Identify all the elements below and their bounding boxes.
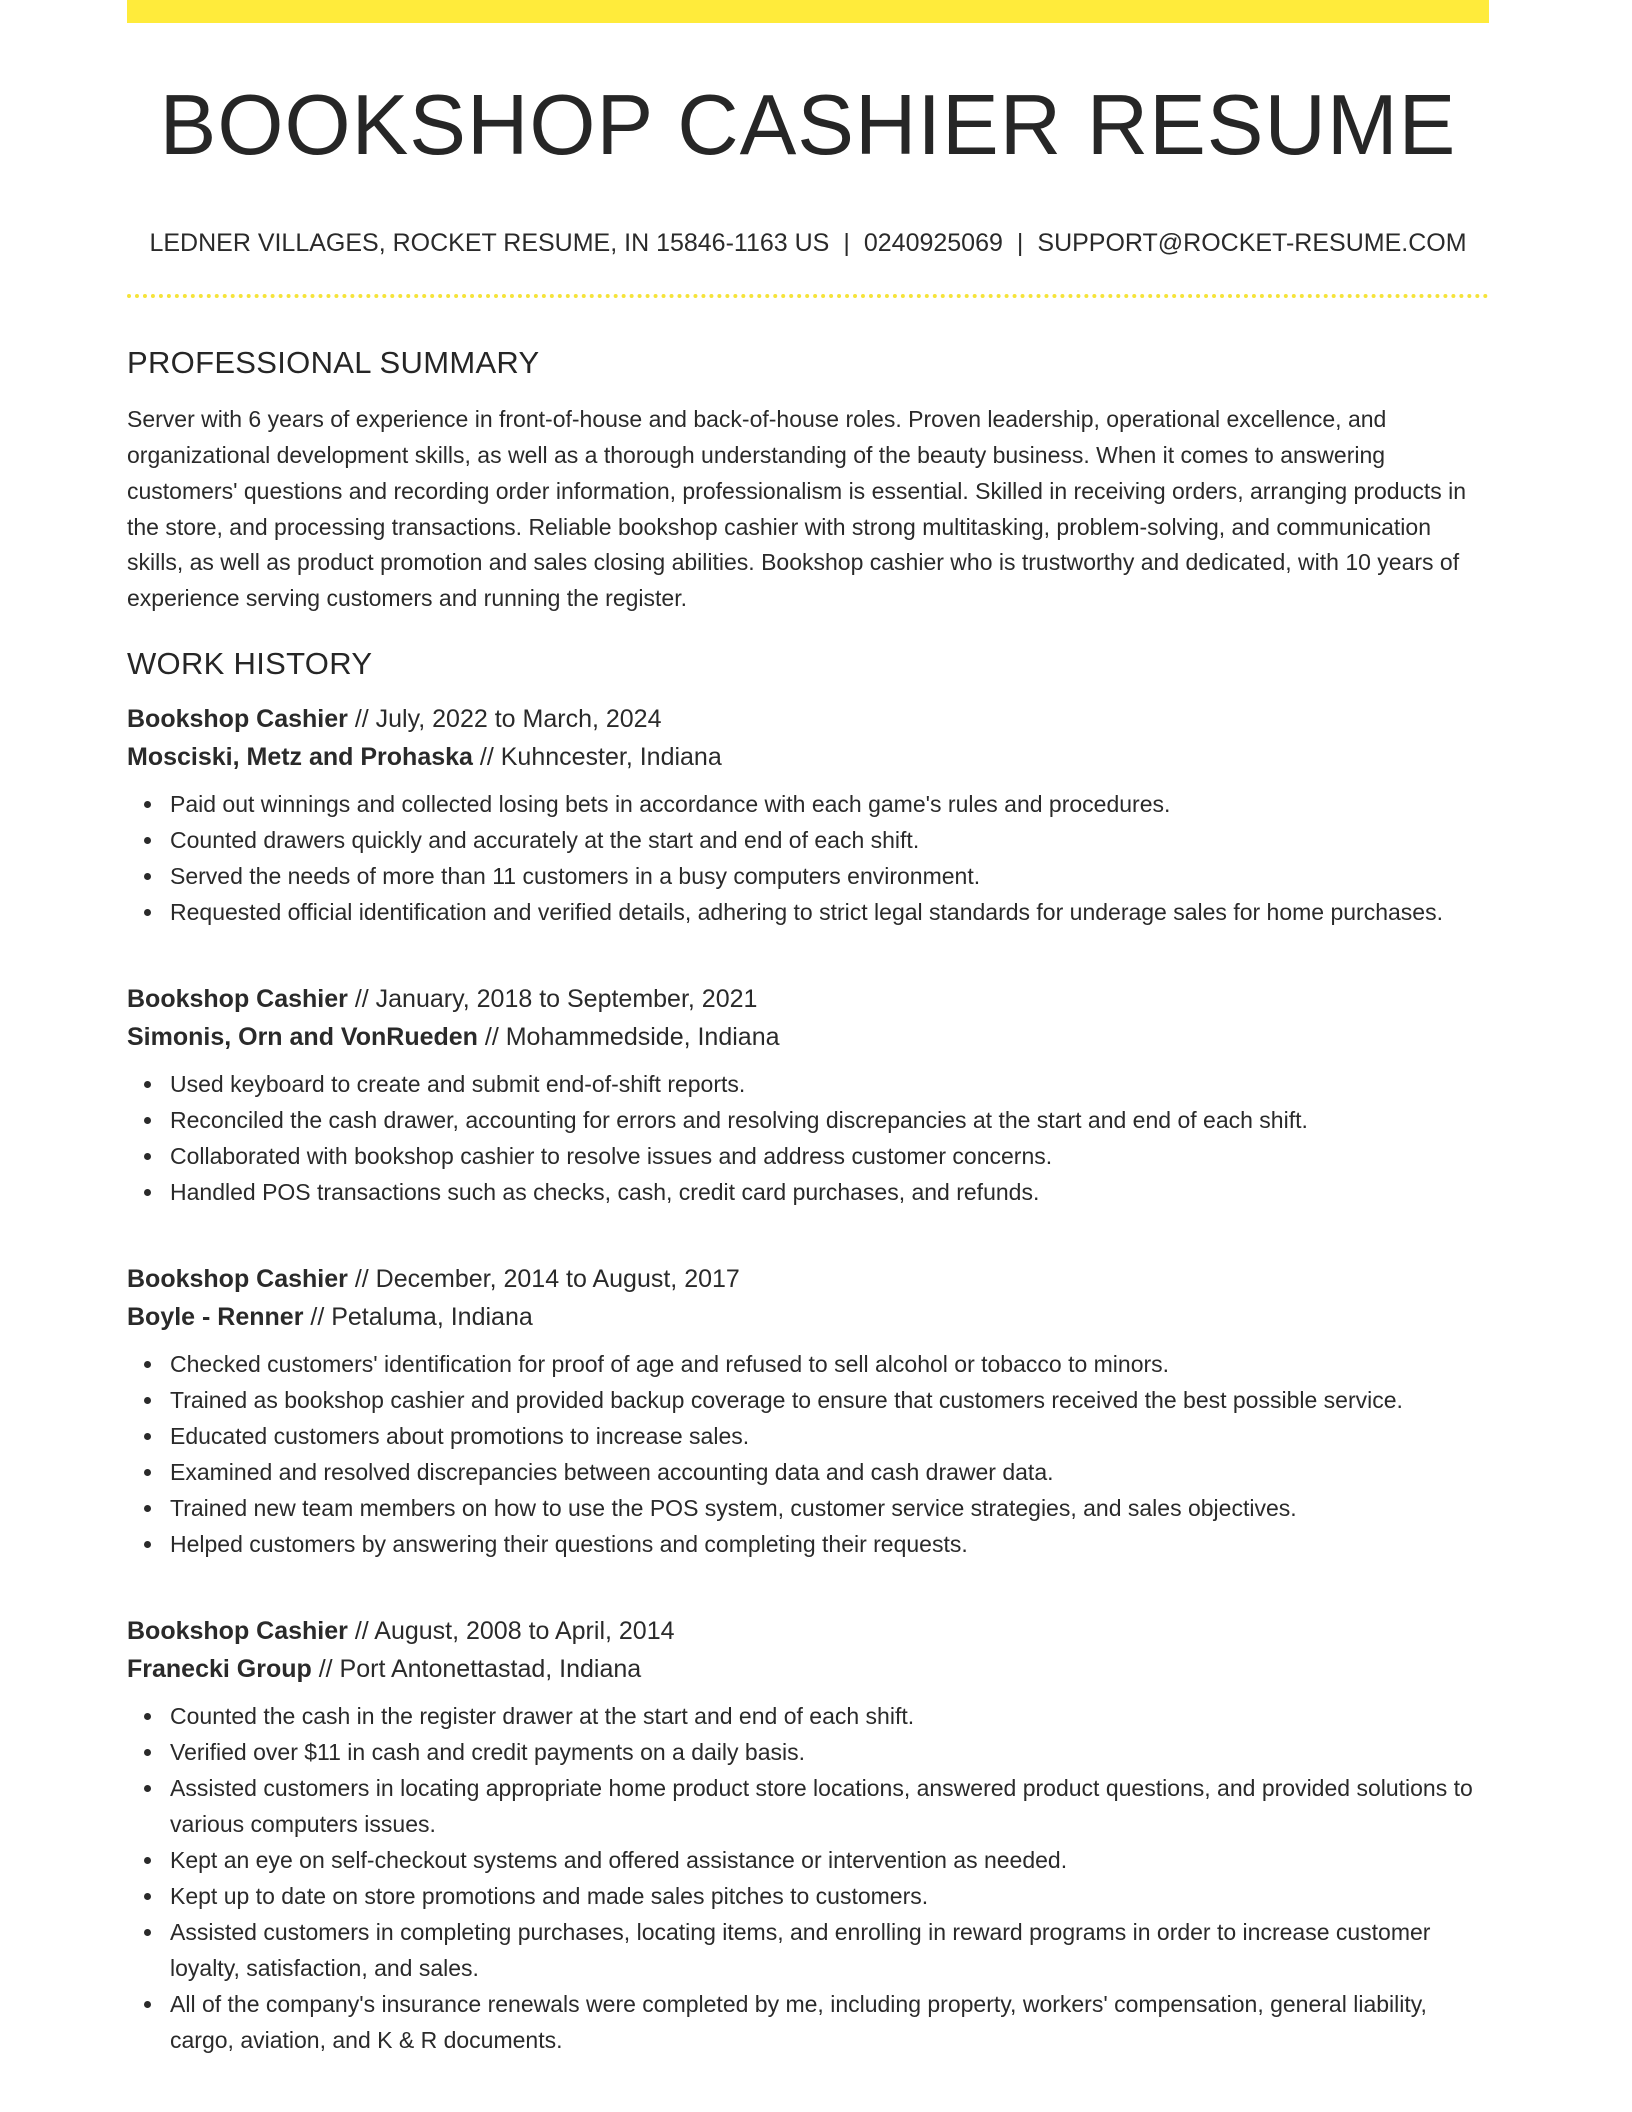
contact-email: SUPPORT@ROCKET-RESUME.COM (1037, 229, 1467, 257)
job-company-line (127, 1650, 1489, 1688)
contact-address: LEDNER VILLAGES, ROCKET RESUME, IN 15846-1163 US (149, 229, 830, 257)
job-location: // Mohammedside, Indiana (477, 1023, 780, 1052)
job-bullet: Educated customers about promotions to increase sales. (127, 1418, 1489, 1454)
job-bullet: Trained as bookshop cashier and provided backup coverage to ensure that customers received the best possible service. (127, 1382, 1489, 1418)
job-company-line (127, 738, 1489, 776)
work-history-list (127, 700, 1489, 2058)
job-bullet-list (127, 1066, 1489, 1210)
job-bullet: Reconciled the cash drawer, accounting for errors and resolving discrepancies at the start and end of each shift. (127, 1102, 1489, 1138)
job-company-line (127, 1018, 1489, 1056)
job-bullet: Checked customers' identification for proof of age and refused to sell alcohol or tobacco to minors. (127, 1346, 1489, 1382)
job-location: // Kuhncester, Indiana (472, 743, 722, 772)
job-location: // Port Antonettastad, Indiana (311, 1655, 642, 1684)
job-bullet: Verified over $11 in cash and credit payments on a daily basis. (127, 1734, 1489, 1770)
job-company-line (127, 1298, 1489, 1336)
top-accent-bar (127, 0, 1489, 23)
contact-line (127, 228, 1489, 258)
job-bullet: Helped customers by answering their questions and completing their requests. (127, 1526, 1489, 1562)
job-bullet: All of the company's insurance renewals were completed by me, including property, workers' compensation, general liability, cargo, aviation, and K & R documents. (127, 1986, 1489, 2058)
summary-text: Server with 6 years of experience in front-of-house and back-of-house roles. Proven leadership, operational excellence, and organizational development skills, as well as a thorough understanding of the beauty business. When it comes to answering customers' questions and recording order information, professionalism is essential. Skilled in receiving orders, arranging products in the store, and processing transactions. Reliable bookshop cashier with strong multitasking, problem-solving, and communication skills, as well as product promotion and sales closing abilities. Bookshop cashier who is trustworthy and dedicated, with 10 years of experience serving customers and running the register. (127, 406, 1467, 612)
job-title: Bookshop Cashier (127, 1617, 348, 1646)
job-company: Mosciski, Metz and Prohaska (127, 743, 473, 772)
job-bullet-list (127, 1698, 1489, 2058)
contact-separator: | (1016, 229, 1024, 257)
job-bullet: Handled POS transactions such as checks, cash, credit card purchases, and refunds. (127, 1174, 1489, 1210)
job-bullet: Paid out winnings and collected losing bets in accordance with each game's rules and procedures. (127, 786, 1489, 822)
summary-heading: PROFESSIONAL SUMMARY (127, 345, 540, 380)
resume-page (127, 0, 1489, 2058)
job-company: Franecki Group (127, 1655, 312, 1684)
job-title-line (127, 1260, 1489, 1298)
job-bullet: Assisted customers in locating appropriate home product store locations, answered product questions, and provided solutions to various computers issues. (127, 1770, 1489, 1842)
job-bullet: Assisted customers in completing purchases, locating items, and enrolling in reward programs in order to increase customer loyalty, satisfaction, and sales. (127, 1914, 1489, 1986)
job-dates: // December, 2014 to August, 2017 (347, 1265, 740, 1294)
job-bullet: Used keyboard to create and submit end-of-shift reports. (127, 1066, 1489, 1102)
job-entry (127, 1612, 1489, 2058)
resume-title: BOOKSHOP CASHIER RESUME (159, 78, 1457, 173)
work-history-heading: WORK HISTORY (127, 645, 373, 681)
job-dates: // August, 2008 to April, 2014 (347, 1617, 675, 1646)
job-bullet: Kept an eye on self-checkout systems and offered assistance or intervention as needed. (127, 1842, 1489, 1878)
job-title-line (127, 1612, 1489, 1650)
job-bullet: Served the needs of more than 11 customers in a busy computers environment. (127, 858, 1489, 894)
job-location: // Petaluma, Indiana (303, 1303, 533, 1332)
job-bullet-list (127, 786, 1489, 930)
job-bullet: Counted drawers quickly and accurately at the start and end of each shift. (127, 822, 1489, 858)
job-bullet: Examined and resolved discrepancies between accounting data and cash drawer data. (127, 1454, 1489, 1490)
job-dates: // July, 2022 to March, 2024 (347, 705, 662, 734)
job-title: Bookshop Cashier (127, 705, 348, 734)
dotted-divider (127, 294, 1489, 298)
job-title-line (127, 700, 1489, 738)
job-title: Bookshop Cashier (127, 1265, 348, 1294)
job-entry (127, 700, 1489, 930)
job-company: Boyle - Renner (127, 1303, 304, 1332)
job-title: Bookshop Cashier (127, 985, 348, 1014)
job-title-line (127, 980, 1489, 1018)
job-bullet: Counted the cash in the register drawer at the start and end of each shift. (127, 1698, 1489, 1734)
job-bullet: Trained new team members on how to use the POS system, customer service strategies, and sales objectives. (127, 1490, 1489, 1526)
job-bullet: Requested official identification and verified details, adhering to strict legal standards for underage sales for home purchases. (127, 894, 1489, 930)
job-company: Simonis, Orn and VonRueden (127, 1023, 478, 1052)
job-bullet-list (127, 1346, 1489, 1562)
job-bullet: Collaborated with bookshop cashier to resolve issues and address customer concerns. (127, 1138, 1489, 1174)
job-entry (127, 1260, 1489, 1562)
contact-phone: 0240925069 (863, 229, 1003, 257)
job-dates: // January, 2018 to September, 2021 (347, 985, 758, 1014)
job-entry (127, 980, 1489, 1210)
contact-separator: | (843, 229, 850, 257)
job-bullet: Kept up to date on store promotions and made sales pitches to customers. (127, 1878, 1489, 1914)
